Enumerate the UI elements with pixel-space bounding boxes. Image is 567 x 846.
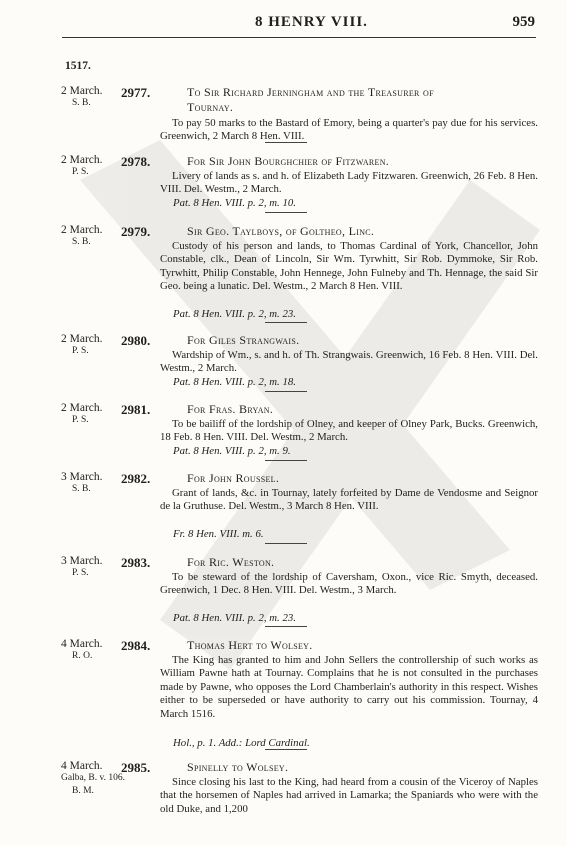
entry-separator xyxy=(265,322,307,323)
entry-number: 2977. xyxy=(121,85,151,100)
entry-heading: For Fras. Bryan. xyxy=(187,402,274,416)
entry-source: S. B. xyxy=(72,484,91,494)
entry-separator xyxy=(265,749,307,750)
entry-source: Galba, B. v. 106. xyxy=(61,773,126,783)
entry-date: 2 March. xyxy=(61,333,103,345)
entry-date: 2 March. xyxy=(61,85,103,97)
entry-date: 3 March. xyxy=(61,471,103,483)
entry-body: To pay 50 marks to the Bastard of Emory, being a quarter's pay due for his services. Greenwich, 2 March 8 Hen. VIII. xyxy=(160,117,538,143)
entry-date: 2 March. xyxy=(61,154,103,166)
entry-date: 4 March. xyxy=(61,638,103,650)
entry-number: 2984. xyxy=(121,638,151,653)
running-head xyxy=(0,14,567,36)
entry-source: R. O. xyxy=(72,651,93,661)
entry-source: P. S. xyxy=(72,568,89,578)
entry-reference: Hol., p. 1. Add.: Lord Cardinal. xyxy=(173,737,310,749)
entry-separator xyxy=(265,212,307,213)
entry-heading-continued: Tournay. xyxy=(187,100,234,114)
entry-source: S. B. xyxy=(72,98,91,108)
entry-date: 2 March. xyxy=(61,402,103,414)
entry-reference: Pat. 8 Hen. VIII. p. 2, m. 9. xyxy=(173,445,291,457)
entry-reference: Fr. 8 Hen. VIII. m. 6. xyxy=(173,528,264,540)
entry-separator xyxy=(265,543,307,544)
entry-heading: Spinelly to Wolsey. xyxy=(187,760,289,774)
entry-body: Since closing his last to the King, had heard from a cousin of the Viceroy of Naples that the horsemen of Naples had arrived in Lamarka; the Spaniards who were with the old Duke, and 1,200 xyxy=(160,776,538,815)
entry-body: The King has granted to him and John Sellers the controllership of such works as William Pawne hath at Tournay. Complains that he is not consulted in the purchases made by Pawne, who opposes the Lord Chamberlain's authority in this respect. Wishes either to be superseded or have authority to carry out his commission. Tournay, 4 March 1516. xyxy=(160,654,538,720)
entry-number: 2983. xyxy=(121,555,151,570)
entry-number: 2981. xyxy=(121,402,151,417)
entry-heading: Sir Geo. Taylboys, of Goltheo, Linc. xyxy=(187,224,375,238)
entry-heading: To Sir Richard Jerningham and the Treasurer of xyxy=(187,85,434,99)
entry-number: 2978. xyxy=(121,154,151,169)
entry-date: 4 March. xyxy=(61,760,103,772)
entry-source: P. S. xyxy=(72,415,89,425)
entry-reference: Pat. 8 Hen. VIII. p. 2, m. 10. xyxy=(173,197,296,209)
entry-source: P. S. xyxy=(72,346,89,356)
entry-reference: Pat. 8 Hen. VIII. p. 2, m. 18. xyxy=(173,376,296,388)
entry-source: S. B. xyxy=(72,237,91,247)
entry-number: 2982. xyxy=(121,471,151,486)
entry-heading: For Sir John Bourghchier of Fitzwaren. xyxy=(187,154,390,168)
entry-heading: For John Roussel. xyxy=(187,471,280,485)
entry-heading: Thomas Hert to Wolsey. xyxy=(187,638,313,652)
entry-body: To be bailiff of the lordship of Olney, and keeper of Olney Park, Bucks. Greenwich, 18 Feb. 8 Hen. VIII. Del. Westm., 2 March. xyxy=(160,418,538,444)
entry-source: P. S. xyxy=(72,167,89,177)
entry-reference: Pat. 8 Hen. VIII. p. 2, m. 23. xyxy=(173,612,296,624)
entry-separator xyxy=(265,626,307,627)
page-number: 959 xyxy=(512,14,535,30)
entry-body: Livery of lands as s. and h. of Elizabeth Lady Fitzwaren. Greenwich, 26 Feb. 8 Hen. VIII. Del. Westm., 2 March. xyxy=(160,170,538,196)
entry-number: 2985. xyxy=(121,760,151,775)
entry-source-repository: B. M. xyxy=(72,786,94,796)
header-rule xyxy=(62,37,536,38)
entry-separator xyxy=(265,142,307,143)
year-label: 1517. xyxy=(65,60,91,72)
entry-number: 2979. xyxy=(121,224,151,239)
entry-body: Wardship of Wm., s. and h. of Th. Strangwais. Greenwich, 16 Feb. 8 Hen. VIII. Del. Westm., 2 March. xyxy=(160,349,538,375)
running-title: 8 HENRY VIII. xyxy=(255,14,368,30)
entry-body: Grant of lands, &c. in Tournay, lately forfeited by Dame de Vendosme and Seignor de la Gruthuse. Del. Westm., 3 March 8 Hen. VIII. xyxy=(160,487,538,513)
entry-date: 2 March. xyxy=(61,224,103,236)
entry-separator xyxy=(265,391,307,392)
entry-reference: Pat. 8 Hen. VIII. p. 2, m. 23. xyxy=(173,308,296,320)
entry-heading: For Ric. Weston. xyxy=(187,555,275,569)
entry-date: 3 March. xyxy=(61,555,103,567)
entry-body: To be steward of the lordship of Caversham, Oxon., vice Ric. Smyth, deceased. Greenwich, 1 Dec. 8 Hen. VIII. Del. Westm., 3 March. xyxy=(160,571,538,597)
entry-heading: For Giles Strangwais. xyxy=(187,333,300,347)
entry-number: 2980. xyxy=(121,333,151,348)
entry-separator xyxy=(265,460,307,461)
entry-body: Custody of his person and lands, to Thomas Cardinal of York, Chancellor, John Constable, clk., Dean of Lincoln, Sir Wm. Tyrwhitt, Sir Rob. Dymmoke, Sir Rob. Tyrwhitt, Philip Constable, John Hennege, John Fulneby and Th. Hennage, the said Sir Geo. being a lunatic. Del. Westm., 2 March 8 Hen. VIII. xyxy=(160,240,538,293)
